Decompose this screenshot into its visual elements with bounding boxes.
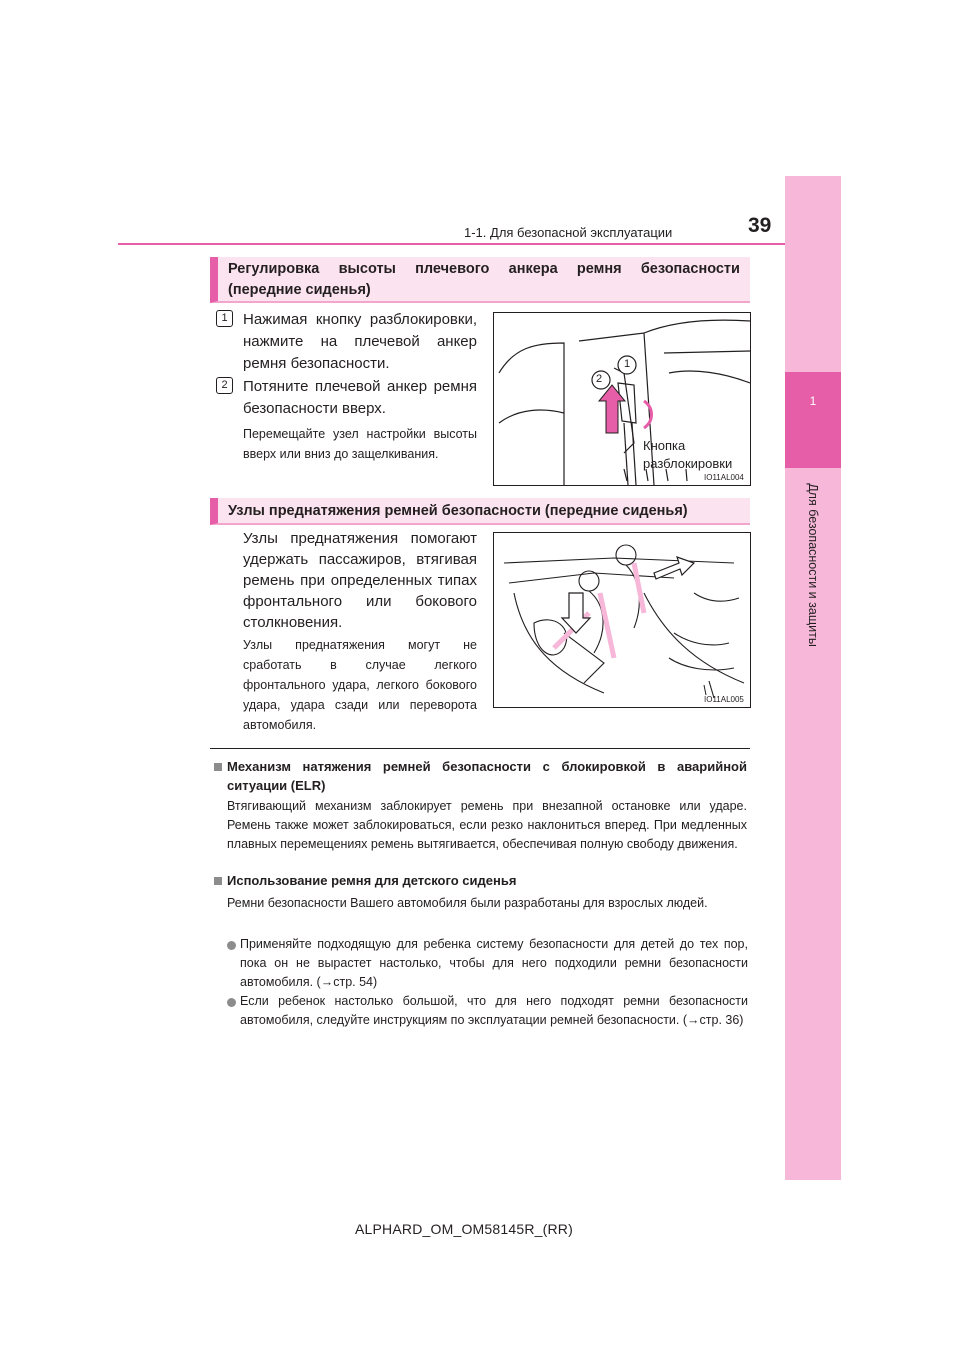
round-bullet-icon (227, 941, 236, 950)
info-elr-title: Механизм натяжения ремней безопасности с блокировкой в аварийной ситуации (ELR) (227, 759, 747, 793)
footer-model-code: ALPHARD_OM_OM58145R_(RR) (355, 1221, 573, 1237)
heading-word: ремня (576, 261, 622, 277)
figure-callout: 1 (624, 358, 631, 370)
figure-code: IO11AL005 (704, 695, 744, 704)
step2-text: Потяните плечевой анкер ремня безопасности вверх. (243, 378, 477, 417)
section-heading-anchor-adjust (210, 257, 750, 303)
heading-word: высоты (338, 261, 396, 277)
chapter-title: Для безопасности и защиты (806, 483, 820, 647)
info-child-bullet1: Применяйте подходящую для ребенка систему безопасности для детей до тех пор, пока он не вырастет настолько, чтобы для него подходили ремни безопасности автомобиля. (→стр. 54) (240, 937, 748, 989)
square-bullet-icon (214, 877, 222, 885)
pretensioner-illustration (494, 533, 750, 707)
figure-label-line1: Кнопка (643, 438, 686, 453)
figure-pretensioners (493, 532, 751, 708)
step-note: Перемещайте узел настройки высоты вверх или вниз до защелкивания. (243, 427, 477, 461)
round-bullet-icon (227, 998, 236, 1007)
heading-word: анкера (508, 261, 558, 277)
section-heading-line1 (228, 259, 740, 280)
page-number: 39 (748, 214, 772, 237)
info-child-title: Использование ремня для детского сиденья (227, 873, 517, 888)
figure-callout: 2 (596, 373, 603, 385)
section-heading-line2: (передние сиденья) (228, 282, 371, 298)
figure-code: IO11AL004 (704, 473, 744, 482)
section-heading-pretensioners (210, 498, 750, 525)
figure-shoulder-anchor (493, 312, 751, 486)
step1-text: Нажимая кнопку разблокировки, нажмите на плечевой анкер ремня безопасности. (243, 311, 477, 372)
chapter-title-wrap (785, 480, 841, 650)
heading-word: безопасности (640, 261, 740, 277)
info-child-text: Ремни безопасности Вашего автомобиля были разработаны для взрослых людей. (227, 896, 708, 910)
square-bullet-icon (214, 763, 222, 771)
header-section-title: 1-1. Для безопасной эксплуатации (464, 225, 673, 240)
step-number-badge: 1 (216, 310, 233, 327)
info-divider (210, 748, 750, 749)
chapter-number-tab[interactable] (785, 372, 841, 468)
heading-word: Регулировка (228, 261, 320, 277)
info-child-bullet2: Если ребенок настолько большой, что для него подходят ремни безопасности автомобиля, следуйте инструкциям по эксплуатации ремней безопасности. (→стр. 36) (240, 994, 748, 1027)
info-elr-text: Втягивающий механизм заблокирует ремень при внезапной остановке или ударе. Ремень также может заблокироваться, если резко наклониться вперед. При медленных плавных перемещениях ремень вытягивается, обеспечивая полную свободу движения. (227, 799, 747, 851)
pretensioner-text: Узлы преднатяжения помогают удержать пассажиров, втягивая ремень при определенных типах фронтального или бокового столкновения. (243, 530, 477, 631)
pretensioner-note: Узлы преднатяжения могут не сработать в случае легкого фронтального удара, легкого бокового удара, удара сзади или переворота автомобиля. (243, 638, 477, 732)
chapter-number: 1 (809, 394, 817, 408)
step-number-badge: 2 (216, 377, 233, 394)
chapter-side-tab (785, 176, 841, 1180)
section-heading-text: Узлы преднатяжения ремней безопасности (передние сиденья) (228, 503, 688, 519)
figure-label-line2: разблокировки (643, 456, 733, 471)
header-rule (118, 243, 785, 245)
heading-word: плечевого (415, 261, 490, 277)
